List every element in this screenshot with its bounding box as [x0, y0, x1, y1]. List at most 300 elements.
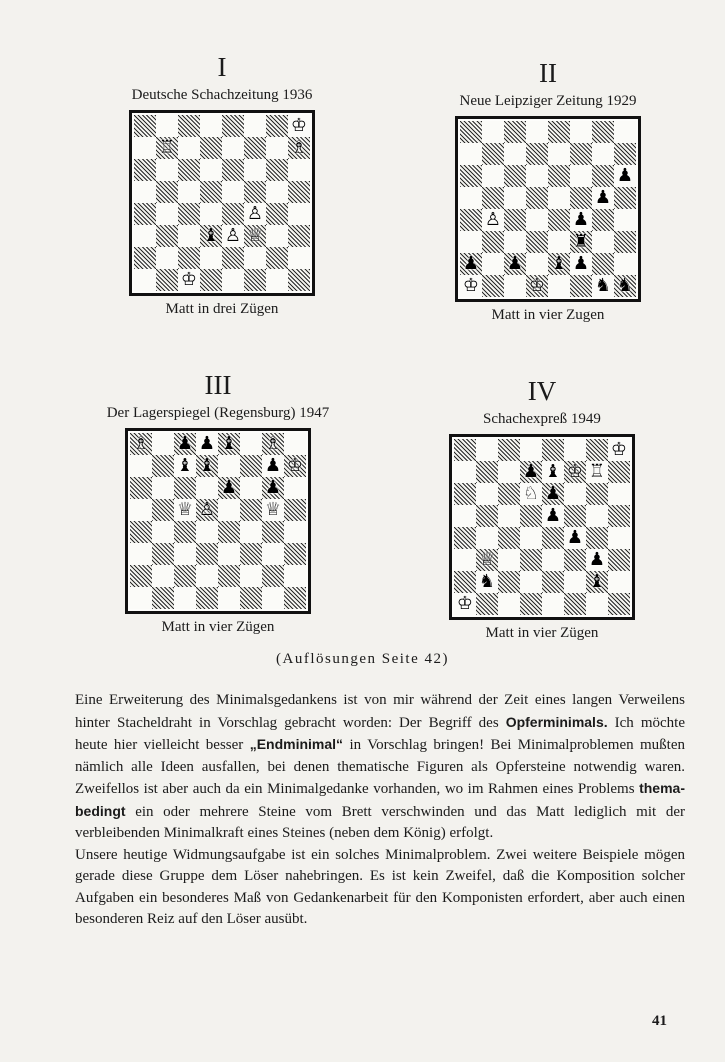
- square-e3: [218, 543, 240, 565]
- chess-piece: ♔: [610, 439, 628, 460]
- square-b1: [156, 269, 178, 291]
- square-f1: [240, 587, 262, 609]
- square-b6: [476, 483, 498, 505]
- problem-number: I: [217, 52, 227, 82]
- square-g8: [586, 439, 608, 461]
- square-g5: [586, 505, 608, 527]
- square-d5: [520, 505, 542, 527]
- square-d1: [196, 587, 218, 609]
- text-span: Eine Erweiterung des Minimalsgedankens ist von mir während der Zeit eines langen Verweilens hinter Stacheldraht in Vorschlag gebracht worden: Der Begriff des: [75, 692, 685, 731]
- square-e8: [218, 433, 240, 455]
- square-e2: [548, 253, 570, 275]
- square-b2: [156, 247, 178, 269]
- bold-term: Opferminimals.: [505, 713, 608, 730]
- square-c7: [498, 461, 520, 483]
- square-c4: [174, 521, 196, 543]
- square-g6: [262, 477, 284, 499]
- square-a1: [134, 269, 156, 291]
- square-d6: [520, 483, 542, 505]
- square-e1: [548, 275, 570, 297]
- square-h7: [288, 137, 310, 159]
- chess-piece: ♖: [158, 137, 176, 158]
- page-number: 41: [652, 1013, 667, 1029]
- square-a3: [134, 225, 156, 247]
- square-a2: [460, 253, 482, 275]
- chessboard: [130, 433, 306, 609]
- square-a3: [460, 231, 482, 253]
- square-f2: [244, 247, 266, 269]
- square-b2: [152, 565, 174, 587]
- square-e1: [218, 587, 240, 609]
- square-c7: [174, 455, 196, 477]
- chess-piece: ♟: [220, 477, 238, 498]
- square-d7: [526, 143, 548, 165]
- square-g4: [266, 203, 288, 225]
- square-h2: [614, 253, 636, 275]
- square-b4: [482, 209, 504, 231]
- square-f8: [564, 439, 586, 461]
- square-c4: [178, 203, 200, 225]
- square-c7: [504, 143, 526, 165]
- square-c1: [174, 587, 196, 609]
- chess-piece: ♘: [522, 483, 540, 504]
- square-g1: [262, 587, 284, 609]
- square-g5: [592, 187, 614, 209]
- square-c8: [174, 433, 196, 455]
- chess-piece: ♟: [176, 433, 194, 454]
- square-a5: [134, 181, 156, 203]
- square-h1: [284, 587, 306, 609]
- square-b7: [476, 461, 498, 483]
- chess-piece: ♝: [176, 455, 194, 476]
- square-g3: [262, 543, 284, 565]
- square-e2: [542, 571, 564, 593]
- square-g4: [592, 209, 614, 231]
- chess-piece: ♙: [484, 209, 502, 230]
- square-e4: [218, 521, 240, 543]
- square-h7: [284, 455, 306, 477]
- chess-piece: ♟: [544, 483, 562, 504]
- square-f3: [564, 549, 586, 571]
- square-f6: [564, 483, 586, 505]
- paragraph-1: [75, 690, 685, 845]
- chess-diagram: [129, 110, 315, 296]
- square-a5: [130, 499, 152, 521]
- square-d4: [520, 527, 542, 549]
- square-h5: [288, 181, 310, 203]
- square-d4: [196, 521, 218, 543]
- chess-piece: ♝: [550, 253, 568, 274]
- square-b7: [156, 137, 178, 159]
- square-h2: [608, 571, 630, 593]
- square-e7: [542, 461, 564, 483]
- chess-piece: ♗: [264, 433, 282, 454]
- problem-source: Neue Leipziger Zeitung 1929: [459, 93, 637, 109]
- square-g3: [266, 225, 288, 247]
- square-d2: [526, 253, 548, 275]
- square-g4: [262, 521, 284, 543]
- square-b5: [482, 187, 504, 209]
- square-c5: [504, 187, 526, 209]
- square-h3: [288, 225, 310, 247]
- square-e7: [548, 143, 570, 165]
- problem-number: II: [539, 58, 557, 88]
- square-h4: [614, 209, 636, 231]
- chess-piece: ♝: [588, 571, 606, 592]
- square-b8: [156, 115, 178, 137]
- square-b8: [152, 433, 174, 455]
- square-f5: [240, 499, 262, 521]
- square-a8: [460, 121, 482, 143]
- problem-source: Schachexpreß 1949: [483, 411, 601, 427]
- square-a1: [130, 587, 152, 609]
- square-b2: [476, 571, 498, 593]
- chess-piece: ♔: [566, 461, 584, 482]
- square-h3: [614, 231, 636, 253]
- square-c2: [504, 253, 526, 275]
- square-h4: [608, 527, 630, 549]
- square-e7: [222, 137, 244, 159]
- square-c4: [498, 527, 520, 549]
- square-e3: [222, 225, 244, 247]
- square-f7: [240, 455, 262, 477]
- square-e1: [222, 269, 244, 291]
- square-f3: [244, 225, 266, 247]
- square-g1: [266, 269, 288, 291]
- square-h1: [288, 269, 310, 291]
- square-f7: [564, 461, 586, 483]
- chess-piece: ♕: [246, 225, 264, 246]
- square-c1: [178, 269, 200, 291]
- chess-piece: ♔: [290, 115, 308, 136]
- chess-piece: ♟: [462, 253, 480, 274]
- square-h5: [608, 505, 630, 527]
- square-c6: [498, 483, 520, 505]
- square-a4: [460, 209, 482, 231]
- chess-piece: ♝: [198, 455, 216, 476]
- square-a3: [454, 549, 476, 571]
- square-h3: [284, 543, 306, 565]
- square-c7: [178, 137, 200, 159]
- square-a6: [134, 159, 156, 181]
- square-h7: [608, 461, 630, 483]
- square-g7: [592, 143, 614, 165]
- problem-source: Der Lagerspiegel (Regensburg) 1947: [106, 405, 330, 421]
- square-c1: [498, 593, 520, 615]
- square-f4: [244, 203, 266, 225]
- square-h5: [614, 187, 636, 209]
- square-b4: [156, 203, 178, 225]
- problem-3: [68, 370, 368, 636]
- chess-piece: ♖: [588, 461, 606, 482]
- square-c4: [504, 209, 526, 231]
- square-h8: [608, 439, 630, 461]
- chess-piece: ♔: [180, 269, 198, 290]
- square-a3: [130, 543, 152, 565]
- square-d7: [196, 455, 218, 477]
- square-d8: [196, 433, 218, 455]
- square-d1: [520, 593, 542, 615]
- square-e4: [548, 209, 570, 231]
- square-f8: [244, 115, 266, 137]
- problem-number: IV: [527, 376, 557, 406]
- chess-piece: ♙: [246, 203, 264, 224]
- square-g1: [586, 593, 608, 615]
- square-c5: [174, 499, 196, 521]
- square-c8: [504, 121, 526, 143]
- square-e2: [218, 565, 240, 587]
- square-d6: [200, 159, 222, 181]
- square-d3: [196, 543, 218, 565]
- square-a4: [134, 203, 156, 225]
- square-h8: [284, 433, 306, 455]
- square-h6: [288, 159, 310, 181]
- chess-piece: ♗: [290, 137, 308, 158]
- chess-piece: ♝: [220, 433, 238, 454]
- square-a2: [134, 247, 156, 269]
- square-d7: [520, 461, 542, 483]
- chess-piece: ♗: [132, 433, 150, 454]
- square-d2: [196, 565, 218, 587]
- square-g3: [592, 231, 614, 253]
- chess-piece: ♟: [506, 253, 524, 274]
- square-a7: [460, 143, 482, 165]
- square-h8: [614, 121, 636, 143]
- paragraph-2: Unsere heutige Widmungsaufgabe ist ein solches Minimalproblem. Zwei weitere Beispiele mögen gerade diese Gruppe dem Löser nahebringen. Es ist kein Zweifel, daß die Komposition solcher Aufgaben ein besonderes Maß von Gedankenarbeit für den Komponisten erfordert, aber auch einen besonderen Reiz auf den Löser ausübt.: [75, 846, 685, 927]
- square-d5: [526, 187, 548, 209]
- square-h6: [608, 483, 630, 505]
- text-span: in Vorschlag bringen! Bei Minimalproblemen mußten nämlich alle Ideen ausfallen, bei denen thematische Figuren als Opfersteine notwendig waren. Zweifellos ist aber auch da ein Minimalgedanke vorhanden, wo im Rahmen eines Problems: [75, 737, 685, 797]
- square-d3: [520, 549, 542, 571]
- square-a4: [130, 521, 152, 543]
- chess-diagram: [125, 428, 311, 614]
- square-f1: [244, 269, 266, 291]
- square-f2: [570, 253, 592, 275]
- square-a4: [454, 527, 476, 549]
- square-f7: [244, 137, 266, 159]
- square-e3: [542, 549, 564, 571]
- square-c6: [174, 477, 196, 499]
- square-a8: [130, 433, 152, 455]
- square-c8: [498, 439, 520, 461]
- chess-piece: ♟: [198, 433, 216, 454]
- square-d1: [526, 275, 548, 297]
- square-h6: [614, 165, 636, 187]
- square-e5: [218, 499, 240, 521]
- chess-piece: ♟: [522, 461, 540, 482]
- square-e2: [222, 247, 244, 269]
- square-a8: [134, 115, 156, 137]
- square-f8: [570, 121, 592, 143]
- square-g6: [592, 165, 614, 187]
- chessboard: [134, 115, 310, 291]
- square-b6: [152, 477, 174, 499]
- square-e5: [542, 505, 564, 527]
- square-h8: [288, 115, 310, 137]
- square-b3: [156, 225, 178, 247]
- square-a7: [130, 455, 152, 477]
- square-e6: [548, 165, 570, 187]
- square-h3: [608, 549, 630, 571]
- square-d8: [526, 121, 548, 143]
- article-text: [75, 690, 685, 931]
- square-d5: [196, 499, 218, 521]
- square-e6: [222, 159, 244, 181]
- square-e8: [222, 115, 244, 137]
- square-b3: [152, 543, 174, 565]
- problem-1: [72, 52, 372, 318]
- square-e4: [222, 203, 244, 225]
- square-d8: [520, 439, 542, 461]
- chess-piece: ♝: [202, 225, 220, 246]
- square-g1: [592, 275, 614, 297]
- square-g7: [266, 137, 288, 159]
- square-c5: [178, 181, 200, 203]
- square-g8: [262, 433, 284, 455]
- chess-piece: ♟: [616, 165, 634, 186]
- square-c3: [498, 549, 520, 571]
- square-e8: [542, 439, 564, 461]
- square-f3: [240, 543, 262, 565]
- chess-piece: ♙: [198, 499, 216, 520]
- problem-number: III: [204, 370, 232, 400]
- square-b1: [152, 587, 174, 609]
- problem-2: [398, 58, 698, 324]
- chess-piece: ♟: [264, 477, 282, 498]
- square-e1: [542, 593, 564, 615]
- bold-term: „Endminimal“: [249, 736, 344, 752]
- square-h1: [614, 275, 636, 297]
- chess-piece: ♟: [264, 455, 282, 476]
- square-a8: [454, 439, 476, 461]
- square-b4: [152, 521, 174, 543]
- chess-piece: ♟: [544, 505, 562, 526]
- square-b2: [482, 253, 504, 275]
- square-b6: [156, 159, 178, 181]
- square-d3: [200, 225, 222, 247]
- square-f1: [570, 275, 592, 297]
- square-d4: [200, 203, 222, 225]
- problem-source: Deutsche Schachzeitung 1936: [131, 87, 313, 103]
- square-d6: [196, 477, 218, 499]
- square-a6: [460, 165, 482, 187]
- square-c2: [174, 565, 196, 587]
- square-f7: [570, 143, 592, 165]
- square-h7: [614, 143, 636, 165]
- square-f5: [244, 181, 266, 203]
- square-d2: [200, 247, 222, 269]
- chess-piece: ♔: [528, 275, 546, 296]
- square-h4: [284, 521, 306, 543]
- chess-piece: ♔: [286, 455, 304, 476]
- square-f5: [570, 187, 592, 209]
- chess-piece: ♕: [264, 499, 282, 520]
- chess-piece: ♟: [566, 527, 584, 548]
- square-e5: [548, 187, 570, 209]
- problem-caption: Matt in vier Zügen: [485, 625, 599, 641]
- square-a5: [454, 505, 476, 527]
- square-h4: [288, 203, 310, 225]
- square-b8: [482, 121, 504, 143]
- square-c3: [174, 543, 196, 565]
- chess-piece: ♙: [224, 225, 242, 246]
- chess-piece: ♟: [572, 253, 590, 274]
- square-c8: [178, 115, 200, 137]
- square-a2: [130, 565, 152, 587]
- chess-piece: ♝: [544, 461, 562, 482]
- square-f8: [240, 433, 262, 455]
- square-d3: [526, 231, 548, 253]
- square-f1: [564, 593, 586, 615]
- square-e7: [218, 455, 240, 477]
- square-b6: [482, 165, 504, 187]
- square-g8: [592, 121, 614, 143]
- square-e4: [542, 527, 564, 549]
- chess-diagram: [455, 116, 641, 302]
- problem-4: [392, 376, 692, 642]
- square-b8: [476, 439, 498, 461]
- chess-piece: ♟: [594, 187, 612, 208]
- square-a2: [454, 571, 476, 593]
- chess-piece: ♟: [588, 549, 606, 570]
- square-g2: [262, 565, 284, 587]
- square-a7: [454, 461, 476, 483]
- square-f2: [240, 565, 262, 587]
- square-g6: [266, 159, 288, 181]
- chess-piece: ♞: [594, 275, 612, 296]
- square-c3: [504, 231, 526, 253]
- chess-piece: ♞: [478, 571, 496, 592]
- square-d4: [526, 209, 548, 231]
- square-b1: [482, 275, 504, 297]
- square-g3: [586, 549, 608, 571]
- square-h6: [284, 477, 306, 499]
- square-d1: [200, 269, 222, 291]
- square-a6: [454, 483, 476, 505]
- chessboard: [460, 121, 636, 297]
- square-d5: [200, 181, 222, 203]
- chess-piece: ♔: [456, 593, 474, 614]
- square-b7: [152, 455, 174, 477]
- square-a5: [460, 187, 482, 209]
- square-f4: [240, 521, 262, 543]
- chess-diagram: [449, 434, 635, 620]
- bold-term: themabedingt: [75, 780, 685, 819]
- square-h5: [284, 499, 306, 521]
- square-c6: [178, 159, 200, 181]
- square-g2: [266, 247, 288, 269]
- square-h2: [284, 565, 306, 587]
- square-g7: [262, 455, 284, 477]
- square-g2: [586, 571, 608, 593]
- square-d6: [526, 165, 548, 187]
- square-f6: [570, 165, 592, 187]
- square-e5: [222, 181, 244, 203]
- square-b5: [476, 505, 498, 527]
- square-a6: [130, 477, 152, 499]
- square-a7: [134, 137, 156, 159]
- square-f2: [564, 571, 586, 593]
- square-b4: [476, 527, 498, 549]
- square-g5: [262, 499, 284, 521]
- square-h2: [288, 247, 310, 269]
- text-span: ein oder mehrere Steine vom Brett verschwinden und das Matt lediglich mit der verbleibenden Minimalkraft eines Steines (neben dem König) erfolgt.: [75, 803, 685, 841]
- square-e3: [548, 231, 570, 253]
- square-a1: [454, 593, 476, 615]
- square-b3: [482, 231, 504, 253]
- problem-caption: Matt in drei Zügen: [165, 301, 279, 317]
- square-f4: [570, 209, 592, 231]
